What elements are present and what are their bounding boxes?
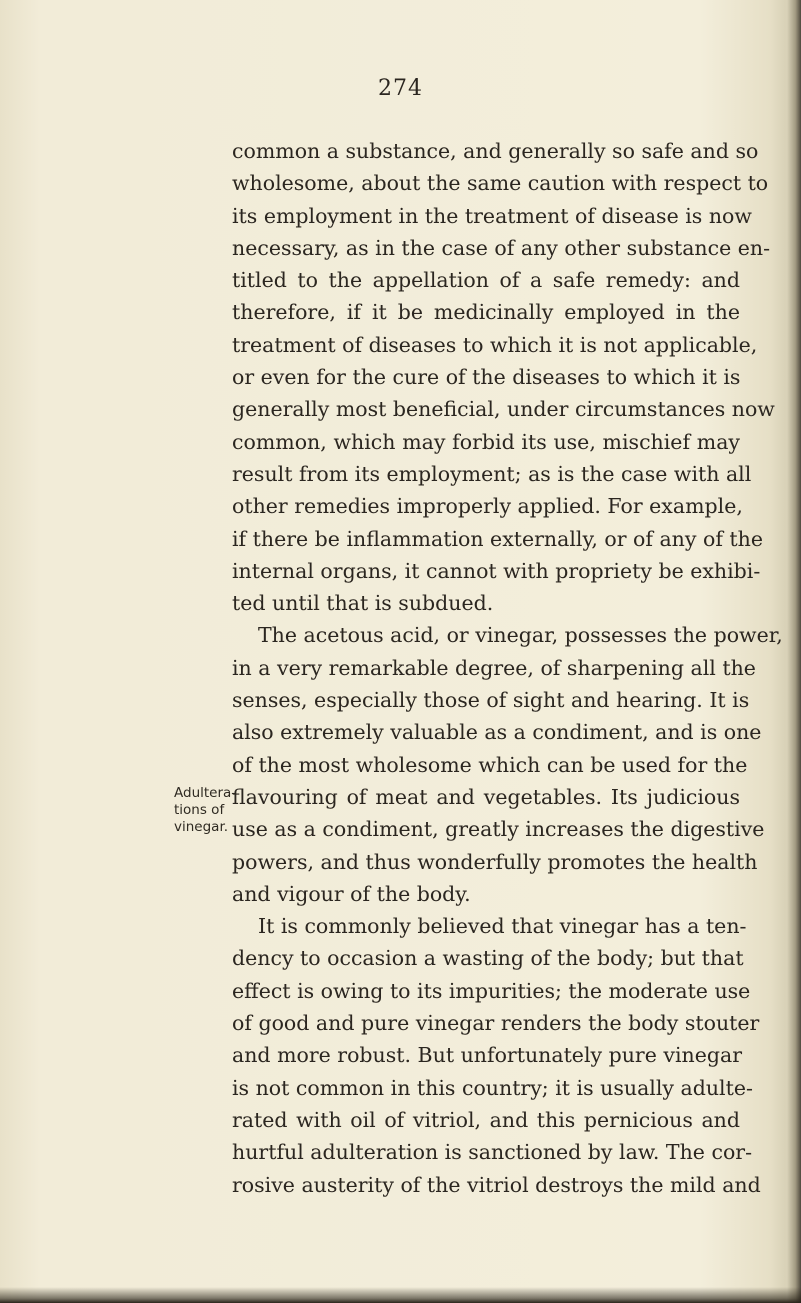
text-line: necessary, as in the case of any other substance en- [232, 235, 771, 260]
text-line: wholesome, about the same caution with respect to [232, 171, 769, 196]
text-line: other remedies improperly applied. For example, [232, 494, 743, 519]
marginal-note [174, 785, 236, 836]
text-line: The acetous acid, or vinegar, possesses the power, [258, 623, 783, 648]
text-line: It is commonly believed that vinegar has a ten- [258, 914, 747, 939]
text-line: hurtful adulteration is sanctioned by law. The cor- [232, 1140, 753, 1165]
marginal-note-line: Adultera- [174, 785, 237, 801]
text-line: dency to occasion a wasting of the body; but that [232, 946, 744, 971]
text-line: of good and pure vinegar renders the body stouter [232, 1011, 760, 1036]
page-number: 274 [378, 76, 423, 101]
text-line: and vigour of the body. [232, 881, 471, 906]
binding-shadow [787, 0, 801, 1303]
text-line: use as a condiment, greatly increases the digestive [232, 817, 765, 842]
text-line: of the most wholesome which can be used for the [232, 752, 748, 777]
text-line: and more robust. But unfortunately pure vinegar [232, 1043, 742, 1068]
text-line: or even for the cure of the diseases to which it is [232, 365, 741, 390]
text-line: effect is owing to its impurities; the moderate use [232, 978, 751, 1003]
text-line: senses, especially those of sight and hearing. It is [232, 688, 750, 713]
text-line: result from its employment; as is the case with all [232, 461, 752, 486]
text-line: titled to the appellation of a safe remedy: and [232, 268, 740, 293]
body-text [232, 135, 783, 1201]
text-line: also extremely valuable as a condiment, and is one [232, 720, 762, 745]
text-line: internal organs, it cannot with propriety be exhibi- [232, 558, 761, 583]
text-line: ted until that is subdued. [232, 591, 494, 616]
text-line: if there be inflammation externally, or of any of the [232, 526, 763, 551]
page-bottom-edge [0, 1287, 801, 1303]
text-line: powers, and thus wonderfully promotes the health [232, 849, 758, 874]
text-line: rosive austerity of the vitriol destroys the mild and [232, 1172, 761, 1197]
text-line: flavouring of meat and vegetables. Its judicious [232, 784, 740, 809]
text-line: is not common in this country; it is usually adulte- [232, 1075, 753, 1100]
text-line: rated with oil of vitriol, and this pernicious and [232, 1107, 740, 1132]
text-line: common a substance, and generally so safe and so [232, 139, 759, 163]
text-line: in a very remarkable degree, of sharpening all the [232, 655, 756, 680]
text-line: treatment of diseases to which it is not applicable, [232, 332, 758, 357]
text-line: generally most beneficial, under circumstances now [232, 397, 775, 422]
text-line: common, which may forbid its use, mischief may [232, 429, 740, 454]
marginal-note-line: tions of [174, 802, 225, 818]
text-line: therefore, if it be medicinally employed in the [232, 300, 740, 325]
text-line: its employment in the treatment of disease is now [232, 203, 752, 228]
marginal-note-line: vinegar. [174, 819, 229, 835]
